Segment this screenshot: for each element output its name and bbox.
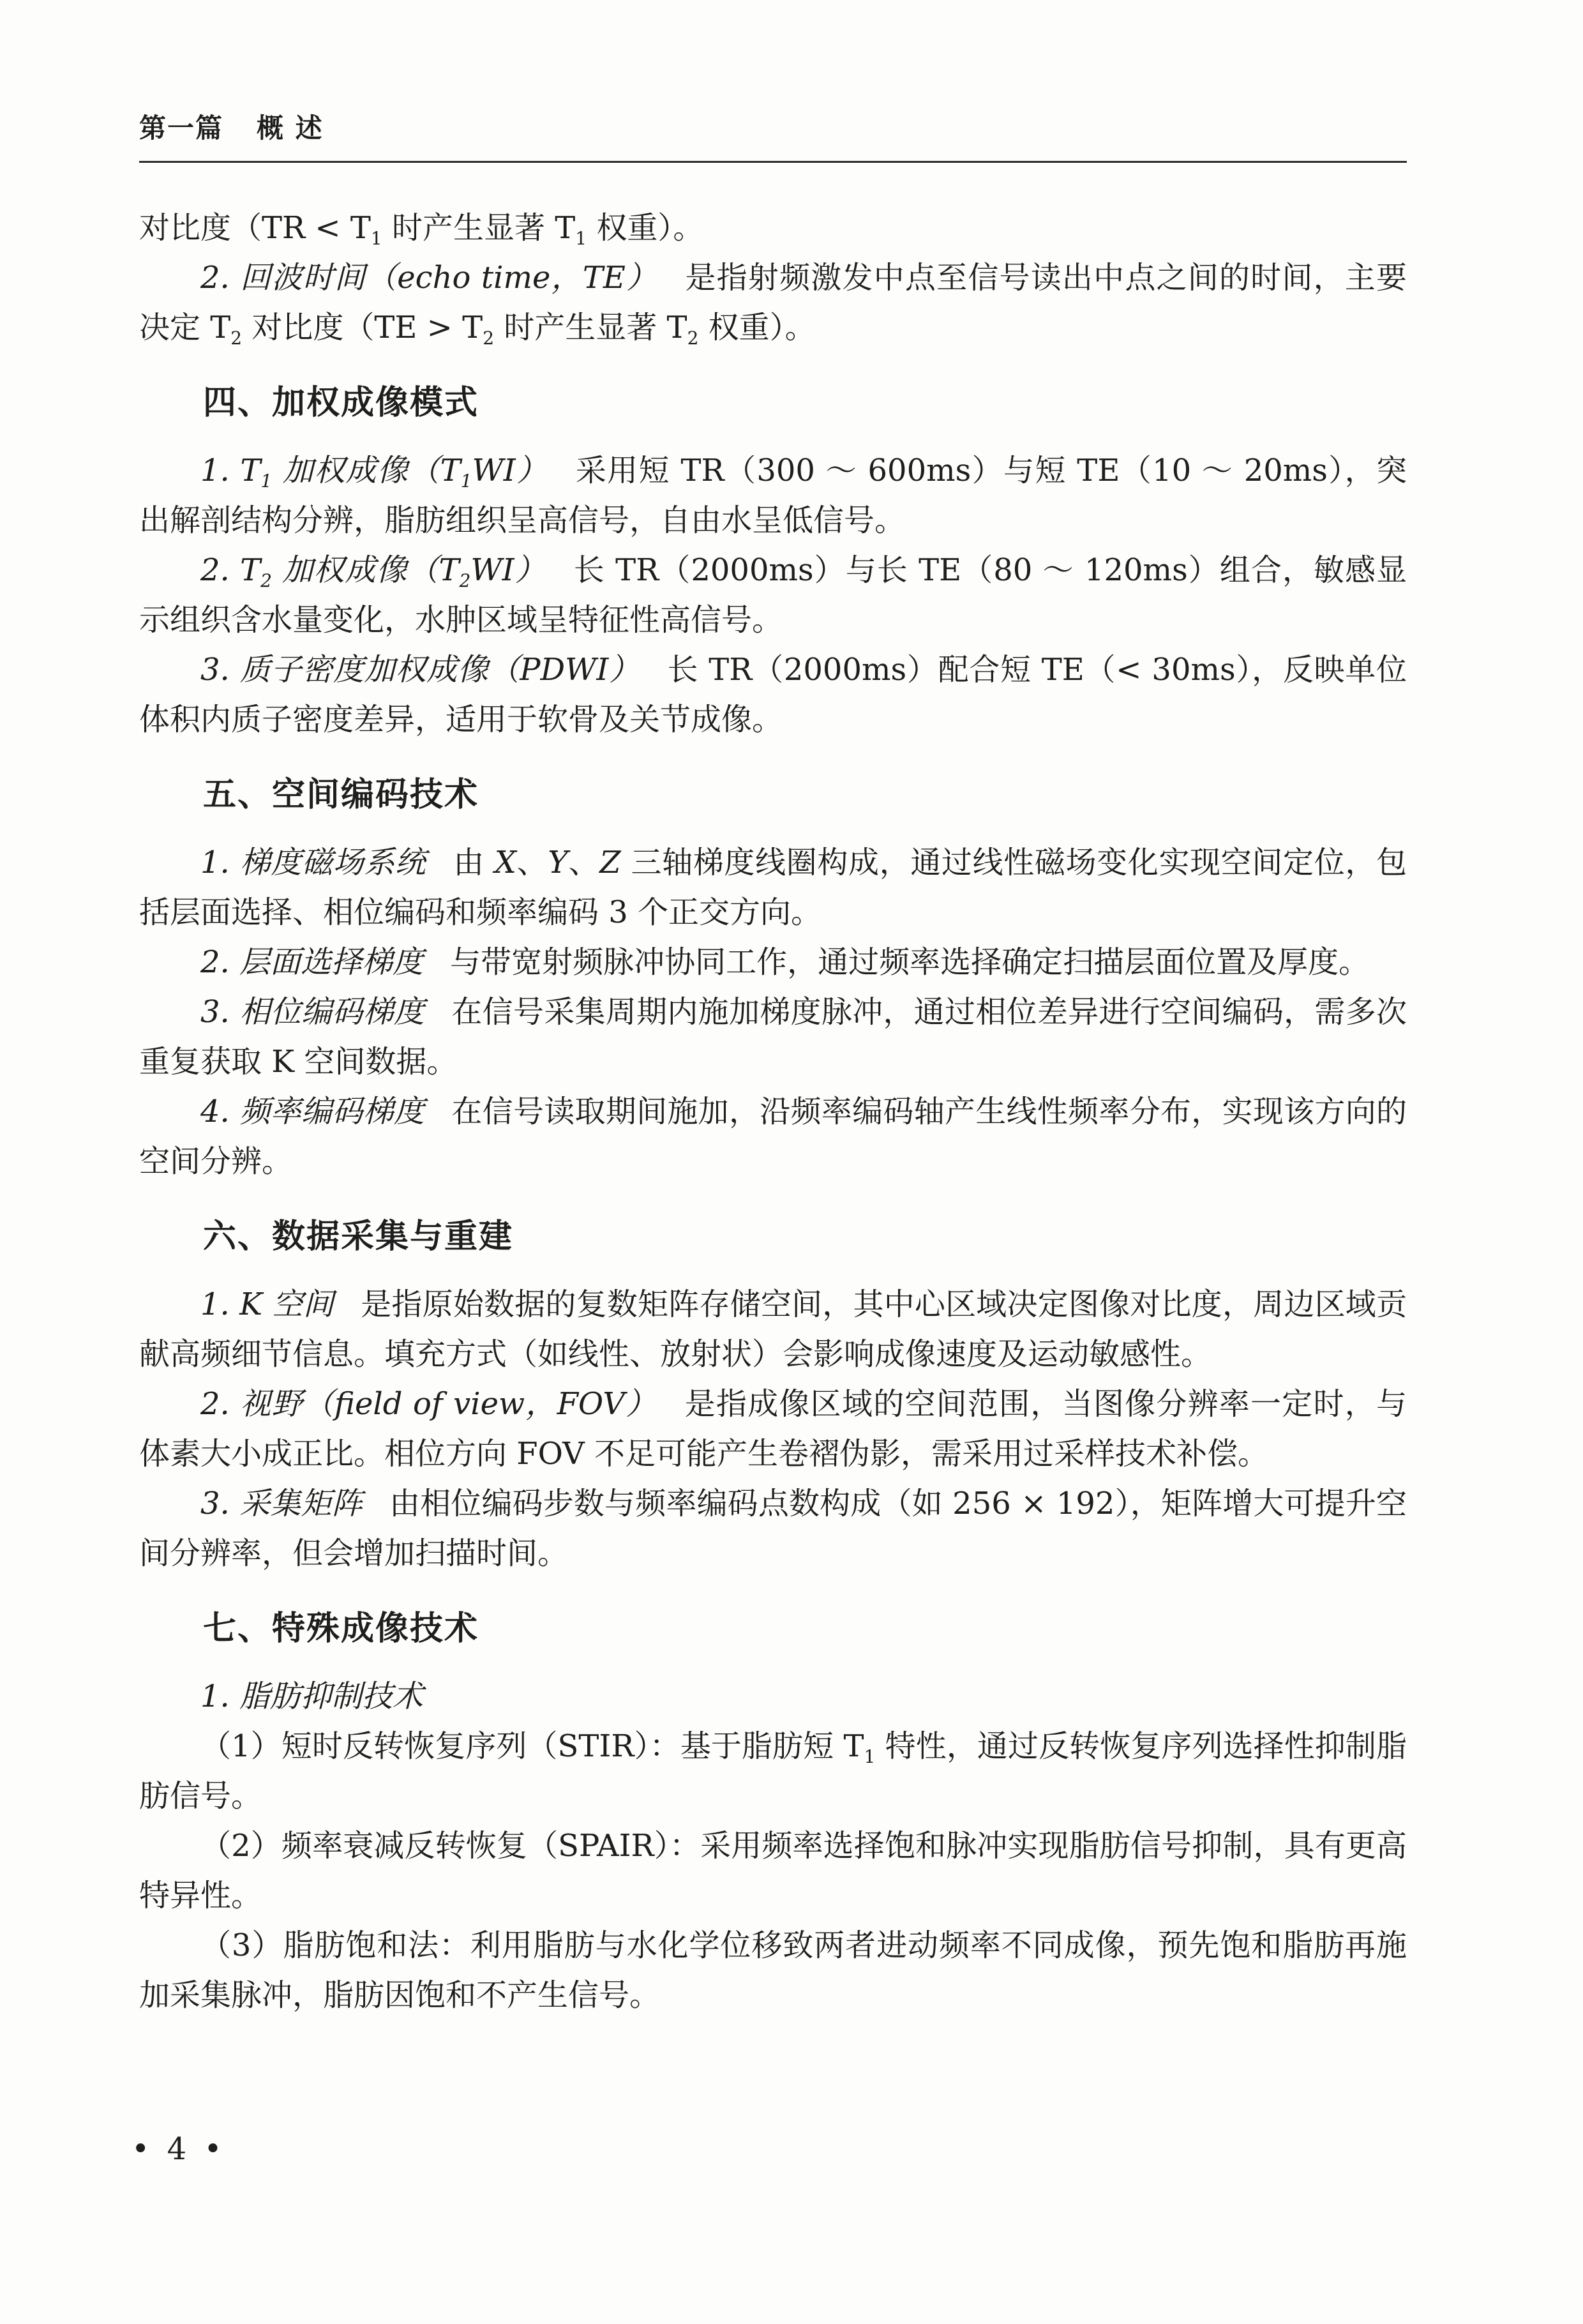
term-phase-encoding: 3. 相位编码梯度 [200, 994, 425, 1030]
paragraph-spair: （2）频率衰减反转恢复（SPAIR）：采用频率选择饱和脉冲实现脂肪信号抑制，具有更高特异性。 [139, 1828, 1407, 1913]
paragraph-k-space: 1. K 空间 是指原始数据的复数矩阵存储空间，其中心区域决定图像对比度，周边区域贡献高频细节信息。填充方式（如线性、放射状）会影响成像速度及运动敏感性。 [139, 1286, 1407, 1372]
paragraph-fov: 2. 视野（field of view，FOV） 是指成像区域的空间范围，当图像分辨率一定时，与体素大小成正比。相位方向 FOV 不足可能产生卷褶伪影，需采用过采样技术补偿。 [139, 1386, 1407, 1472]
term-frequency-encoding: 4. 频率编码梯度 [200, 1094, 425, 1129]
paragraph-gradient-system: 1. 梯度磁场系统 由 X、Y、Z 三轴梯度线圈构成，通过线性磁场变化实现空间定位，包括层面选择、相位编码和频率编码 3 个正交方向。 [139, 845, 1407, 930]
section-heading-spatial-encoding: 五、空间编码技术 [203, 776, 479, 814]
paragraph-echo-time: 2. 回波时间（echo time，TE） 是指射频激发中点至信号读出中点之间的时间，主要决定 $T_2$ 对比度（$TE > T_2$ 时产生显著 $T_2$ 权重）。 [139, 260, 1407, 349]
term-pdwi: 3. 质子密度加权成像（PDWI） [200, 652, 640, 688]
term-fov: 2. 视野（field of view，FOV） [200, 1386, 657, 1422]
paragraph-pdwi: 3. 质子密度加权成像（PDWI） 长 TR（2000ms）配合短 TE（< 30ms），反映单位体积内质子密度差异，适用于软骨及关节成像。 [139, 652, 1407, 737]
body-text [139, 203, 1407, 2020]
running-head [139, 107, 324, 146]
paragraph-continued: 对比度（$TR < T_1$ 时产生显著 $T_1$ 权重）。 [139, 210, 704, 249]
paragraph-stir: （1）短时反转恢复序列（STIR）：基于脂肪短 $T_1$ 特性，通过反转恢复序列选择性抑制脂肪信号。 [139, 1728, 1407, 1814]
term-t2wi: 2. $T_2$ 加权成像$(T_2WI)$ [200, 552, 546, 591]
section-heading-weighted-imaging: 四、加权成像模式 [203, 384, 479, 422]
part-label: 第一篇 [139, 112, 224, 144]
section-heading-data-acquisition: 六、数据采集与重建 [203, 1218, 514, 1256]
paragraph-t2wi: 2. $T_2$ 加权成像$(T_2WI)$ 长 TR（2000ms）与长 TE（80 ～ 120ms）组合，敏感显示组织含水量变化，水肿区域呈特征性高信号。 [139, 552, 1407, 638]
paragraph-slice-selection: 2. 层面选择梯度 与带宽射频脉冲协同工作，通过频率选择确定扫描层面位置及厚度。 [200, 944, 1370, 980]
paragraph-matrix: 3. 采集矩阵 由相位编码步数与频率编码点数构成（如 256 × 192），矩阵增大可提升空间分辨率，但会增加扫描时间。 [139, 1486, 1407, 1571]
term-echo-time: 2. 回波时间（echo time，TE） [200, 260, 658, 296]
term-matrix: 3. 采集矩阵 [200, 1486, 363, 1521]
term-t1wi: 1. $T_1$ 加权成像$(T_1WI)$ [200, 453, 548, 492]
part-title: 概 述 [257, 112, 324, 144]
paragraph-frequency-encoding: 4. 频率编码梯度 在信号读取期间施加，沿频率编码轴产生线性频率分布，实现该方向的空间分辨。 [139, 1094, 1407, 1179]
term-gradient-system: 1. 梯度磁场系统 [200, 845, 426, 880]
paragraph-t1wi: 1. $T_1$ 加权成像$(T_1WI)$ 采用短 TR（300 ～ 600ms）与短 TE（10 ～ 20ms），突出解剖结构分辨，脂肪组织呈高信号，自由水呈低信号。 [139, 453, 1407, 538]
page-number: • 4 • [131, 2131, 226, 2167]
term-fat-suppression: 1. 脂肪抑制技术 [200, 1679, 424, 1714]
term-k-space: 1. K 空间 [200, 1286, 334, 1322]
paragraph-fat-suppression [139, 1671, 1407, 1721]
paragraph-phase-encoding: 3. 相位编码梯度 在信号采集周期内施加梯度脉冲，通过相位差异进行空间编码，需多次重复获取 K 空间数据。 [139, 994, 1407, 1080]
term-slice-selection: 2. 层面选择梯度 [200, 944, 424, 980]
section-heading-special-imaging: 七、特殊成像技术 [203, 1610, 479, 1648]
header-rule [139, 161, 1407, 163]
paragraph-fat-saturation: （3）脂肪饱和法：利用脂肪与水化学位移致两者进动频率不同成像，预先饱和脂肪再施加采集脉冲，脂肪因饱和不产生信号。 [139, 1928, 1407, 2013]
